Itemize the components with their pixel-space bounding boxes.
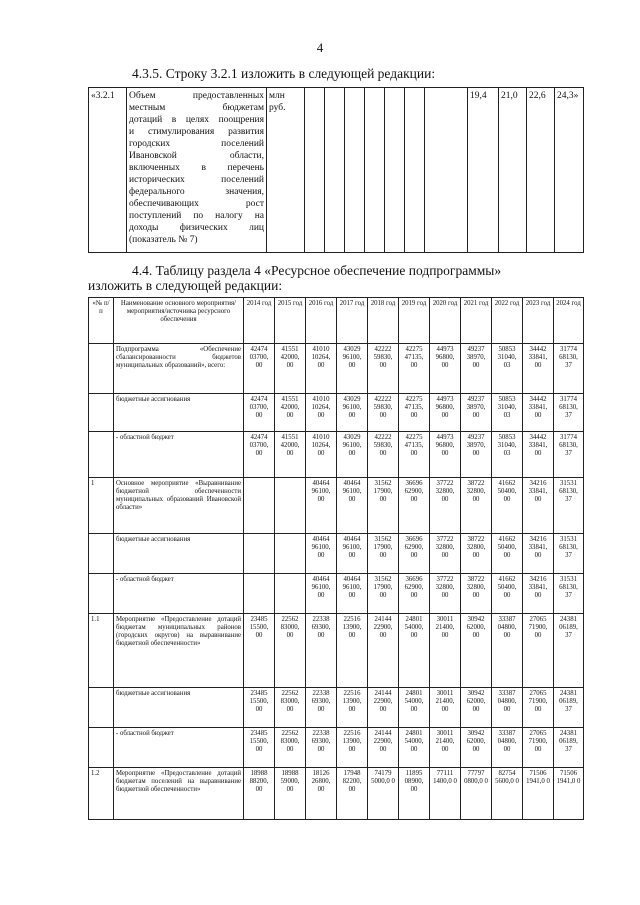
row-num — [89, 432, 114, 478]
indicator-description-line: Ивановской области, — [129, 151, 264, 161]
row-value: 40464 96100, 00 — [337, 534, 368, 574]
row-value — [275, 534, 306, 574]
row-value: 24801 54000, 00 — [399, 614, 430, 688]
row-value: 49237 38970, 00 — [461, 344, 492, 394]
row-num — [89, 394, 114, 432]
row-value: 43029 96100, 00 — [337, 344, 368, 394]
header-year: 2019 год — [399, 298, 430, 344]
row-num — [89, 574, 114, 614]
row-value: 24801 54000, 00 — [399, 728, 430, 768]
row-name: - областной бюджет — [114, 574, 244, 614]
row-name: бюджетные ассигнования — [114, 394, 244, 432]
row-value: 40464 96100, 00 — [337, 574, 368, 614]
indicator-description-line: (показатель № 7) — [129, 235, 198, 245]
row-name: бюджетные ассигнования — [114, 688, 244, 728]
row-value: 37722 32800, 00 — [430, 478, 461, 534]
row-name: Основное мероприятие «Выравнивание бюджетной обеспеченности муниципальных образований Ивановской области» — [114, 478, 244, 534]
header-year: 2020 год — [430, 298, 461, 344]
row-value: 49237 38970, 00 — [461, 432, 492, 478]
indicator-description-line: дотаций в целях поощрения — [129, 115, 264, 125]
row-value: 41010 10264, 00 — [306, 344, 337, 394]
row-value: 42474 03700, 00 — [244, 344, 275, 394]
row-value: 33387 04800, 00 — [492, 614, 523, 688]
row-value: 22516 13900, 00 — [337, 688, 368, 728]
row-value: 22338 69300, 00 — [306, 728, 337, 768]
row-value: 24381 06189, 37 — [554, 728, 584, 768]
row-value: 49237 38970, 00 — [461, 394, 492, 432]
row-value: 18126 26800, 00 — [306, 768, 337, 820]
indicator-value: 24,3» — [555, 88, 584, 253]
row-value: 24381 06189, 37 — [554, 614, 584, 688]
row-value: 40464 96100, 00 — [306, 574, 337, 614]
table-row — [89, 394, 584, 432]
indicator-unit: млн руб. — [267, 88, 305, 253]
table-row — [89, 478, 584, 534]
row-num — [89, 534, 114, 574]
row-value: 24144 22900, 00 — [368, 614, 399, 688]
section-heading-4-4-cont: изложить в следующей редакции: — [88, 278, 283, 293]
table-row — [89, 688, 584, 728]
table-row — [89, 344, 584, 394]
indicator-description-line: федерального значения, — [129, 187, 264, 197]
indicator-description — [127, 88, 267, 253]
row-value: 27065 71900, 00 — [523, 614, 554, 688]
row-value: 22516 13900, 00 — [337, 728, 368, 768]
table-row — [89, 768, 584, 820]
row-value: 37722 32800, 00 — [430, 574, 461, 614]
header-year: 2022 год — [492, 298, 523, 344]
row-value: 23485 15500, 00 — [244, 614, 275, 688]
row-value: 30942 62000, 00 — [461, 614, 492, 688]
row-name: - областной бюджет — [114, 432, 244, 478]
row-value: 42474 03700, 00 — [244, 394, 275, 432]
row-value: 22516 13900, 00 — [337, 614, 368, 688]
row-value — [244, 534, 275, 574]
row-value — [244, 574, 275, 614]
row-value: 40464 96100, 00 — [337, 478, 368, 534]
row-num: 1.2 — [89, 768, 114, 820]
row-value: 41662 50400, 00 — [492, 478, 523, 534]
row-value: 42222 59830, 00 — [368, 344, 399, 394]
resource-table — [88, 297, 584, 820]
row-value: 43029 96100, 00 — [337, 394, 368, 432]
row-value: 41551 42000, 00 — [275, 394, 306, 432]
row-value: 41551 42000, 00 — [275, 432, 306, 478]
page-number: 4 — [316, 40, 324, 55]
indicator-row — [89, 88, 584, 253]
row-value: 74179 5000,0 0 — [368, 768, 399, 820]
row-value: 34216 33841, 00 — [523, 534, 554, 574]
indicator-value — [365, 88, 385, 253]
row-num: 1 — [89, 478, 114, 534]
row-value: 23485 15500, 00 — [244, 688, 275, 728]
row-value: 36696 62900, 00 — [399, 478, 430, 534]
header-year: 2023 год — [523, 298, 554, 344]
row-value: 11895 08900, 00 — [399, 768, 430, 820]
row-value: 38722 32800, 00 — [461, 574, 492, 614]
row-value: 71506 1941,0 0 — [523, 768, 554, 820]
row-value: 22338 69300, 00 — [306, 614, 337, 688]
row-value: 42275 47135, 00 — [399, 394, 430, 432]
indicator-value — [425, 88, 468, 253]
row-value: 30011 21400, 00 — [430, 614, 461, 688]
header-year: 2018 год — [368, 298, 399, 344]
row-value: 44973 96800, 00 — [430, 344, 461, 394]
indicator-description-line: включенных в перечень — [129, 163, 264, 173]
row-value: 18988 59000, 00 — [275, 768, 306, 820]
row-value: 31774 68130, 37 — [554, 344, 584, 394]
indicator-description-line: местным бюджетам — [129, 103, 264, 113]
indicator-description-line: обеспечивающих рост — [129, 199, 264, 209]
header-year: 2015 год — [275, 298, 306, 344]
header-num: «№ п/п — [89, 298, 114, 344]
header-row — [89, 298, 584, 344]
row-value: 31774 68130, 37 — [554, 432, 584, 478]
indicator-value: 22,6 — [527, 88, 555, 253]
row-value: 31562 17900, 00 — [368, 534, 399, 574]
row-value — [244, 478, 275, 534]
row-num — [89, 728, 114, 768]
row-value: 41662 50400, 00 — [492, 534, 523, 574]
row-value: 30011 21400, 00 — [430, 728, 461, 768]
row-value: 43029 96100, 00 — [337, 432, 368, 478]
row-value: 42222 59830, 00 — [368, 394, 399, 432]
header-name: Наименование основного мероприятия/мероприятия/источника ресурсного обеспечения — [114, 298, 244, 344]
indicator-description-line: и стимулирования развития — [129, 127, 264, 137]
row-name: бюджетные ассигнования — [114, 534, 244, 574]
row-value: 22562 83000, 00 — [275, 728, 306, 768]
indicator-num: «3.2.1 — [89, 88, 127, 253]
indicator-description-line: исторических поселений — [129, 175, 264, 185]
table-row — [89, 534, 584, 574]
row-name: Подпрограмма «Обеспечение сбалансированности бюджетов муниципальных образований», всего: — [114, 344, 244, 394]
row-value: 77797 0800,0 0 — [461, 768, 492, 820]
row-value: 24144 22900, 00 — [368, 728, 399, 768]
row-value: 38722 32800, 00 — [461, 478, 492, 534]
row-value: 44973 96800, 00 — [430, 394, 461, 432]
row-value: 42275 47135, 00 — [399, 432, 430, 478]
indicator-value — [345, 88, 365, 253]
row-value: 22562 83000, 00 — [275, 614, 306, 688]
indicator-value — [305, 88, 325, 253]
row-value: 50853 31040, 03 — [492, 344, 523, 394]
section-heading-4-3-5: 4.3.5. Строку 3.2.1 изложить в следующей редакции: — [132, 66, 436, 81]
row-value: 23485 15500, 00 — [244, 728, 275, 768]
indicator-value — [325, 88, 345, 253]
row-value: 33387 04800, 00 — [492, 688, 523, 728]
row-value: 50853 31040, 03 — [492, 394, 523, 432]
row-value: 33387 04800, 00 — [492, 728, 523, 768]
row-name: Мероприятие «Предоставление дотаций бюджетам поселений на выравнивание бюджетной обеспеченности» — [114, 768, 244, 820]
row-value: 34216 33841, 00 — [523, 574, 554, 614]
indicator-description-line: доходы физических лиц — [129, 223, 264, 233]
row-value: 50853 31040, 03 — [492, 432, 523, 478]
row-value: 41010 10264, 00 — [306, 432, 337, 478]
row-value: 38722 32800, 00 — [461, 534, 492, 574]
row-value: 42275 47135, 00 — [399, 344, 430, 394]
header-year: 2014 год — [244, 298, 275, 344]
indicator-description-line: городских поселений — [129, 139, 264, 149]
row-value: 40464 96100, 00 — [306, 478, 337, 534]
header-year: 2017 год — [337, 298, 368, 344]
row-value: 36696 62900, 00 — [399, 534, 430, 574]
header-year: 2016 год — [306, 298, 337, 344]
row-value: 77111 1400,0 0 — [430, 768, 461, 820]
header-year: 2024 год — [554, 298, 584, 344]
row-num — [89, 344, 114, 394]
section-heading-4-4: 4.4. Таблицу раздела 4 «Ресурсное обеспечение подпрограммы» — [132, 263, 502, 278]
row-value: 27065 71900, 00 — [523, 728, 554, 768]
indicator-value — [385, 88, 405, 253]
row-value: 42474 03700, 00 — [244, 432, 275, 478]
row-value — [275, 478, 306, 534]
row-value: 30011 21400, 00 — [430, 688, 461, 728]
row-value: 31774 68130, 37 — [554, 394, 584, 432]
indicator-value: 19,4 — [468, 88, 499, 253]
row-value: 18988 88200, 00 — [244, 768, 275, 820]
row-value: 36696 62900, 00 — [399, 574, 430, 614]
table-row — [89, 728, 584, 768]
row-value: 37722 32800, 00 — [430, 534, 461, 574]
row-name: - областной бюджет — [114, 728, 244, 768]
row-num: 1.1 — [89, 614, 114, 688]
row-value: 31531 68130, 37 — [554, 574, 584, 614]
row-value: 31531 68130, 37 — [554, 534, 584, 574]
row-value: 34442 33841, 00 — [523, 432, 554, 478]
row-value: 34442 33841, 00 — [523, 344, 554, 394]
row-value: 41662 50400, 00 — [492, 574, 523, 614]
row-value: 30942 62000, 00 — [461, 688, 492, 728]
row-value: 42222 59830, 00 — [368, 432, 399, 478]
row-value: 31531 68130, 37 — [554, 478, 584, 534]
row-value: 27065 71900, 00 — [523, 688, 554, 728]
row-value: 24144 22900, 00 — [368, 688, 399, 728]
row-value — [275, 574, 306, 614]
row-value: 22338 69300, 00 — [306, 688, 337, 728]
table-row — [89, 432, 584, 478]
indicator-table — [88, 87, 584, 253]
row-value: 17948 82200, 00 — [337, 768, 368, 820]
row-value: 40464 96100, 00 — [306, 534, 337, 574]
indicator-value: 21,0 — [499, 88, 527, 253]
header-year: 2021 год — [461, 298, 492, 344]
row-value: 41551 42000, 00 — [275, 344, 306, 394]
row-value: 82754 5600,0 0 — [492, 768, 523, 820]
row-value: 31562 17900, 00 — [368, 574, 399, 614]
row-value: 41010 10264, 00 — [306, 394, 337, 432]
row-value: 30942 62000, 00 — [461, 728, 492, 768]
indicator-value — [405, 88, 425, 253]
table-row — [89, 614, 584, 688]
row-num — [89, 688, 114, 728]
row-value: 44973 96800, 00 — [430, 432, 461, 478]
table-row — [89, 574, 584, 614]
indicator-description-line: Объем предоставленных — [129, 91, 264, 101]
row-value: 34442 33841, 00 — [523, 394, 554, 432]
row-name: Мероприятие «Предоставление дотаций бюджетам муниципальных районов (городских округов) на выравнивание бюджетной обеспеченности» — [114, 614, 244, 688]
row-value: 24801 54000, 00 — [399, 688, 430, 728]
row-value: 22562 83000, 00 — [275, 688, 306, 728]
row-value: 31562 17900, 00 — [368, 478, 399, 534]
row-value: 24381 06189, 37 — [554, 688, 584, 728]
row-value: 71506 1941,0 0 — [554, 768, 584, 820]
row-value: 34216 33841, 00 — [523, 478, 554, 534]
indicator-description-line: поступлений по налогу на — [129, 211, 264, 221]
